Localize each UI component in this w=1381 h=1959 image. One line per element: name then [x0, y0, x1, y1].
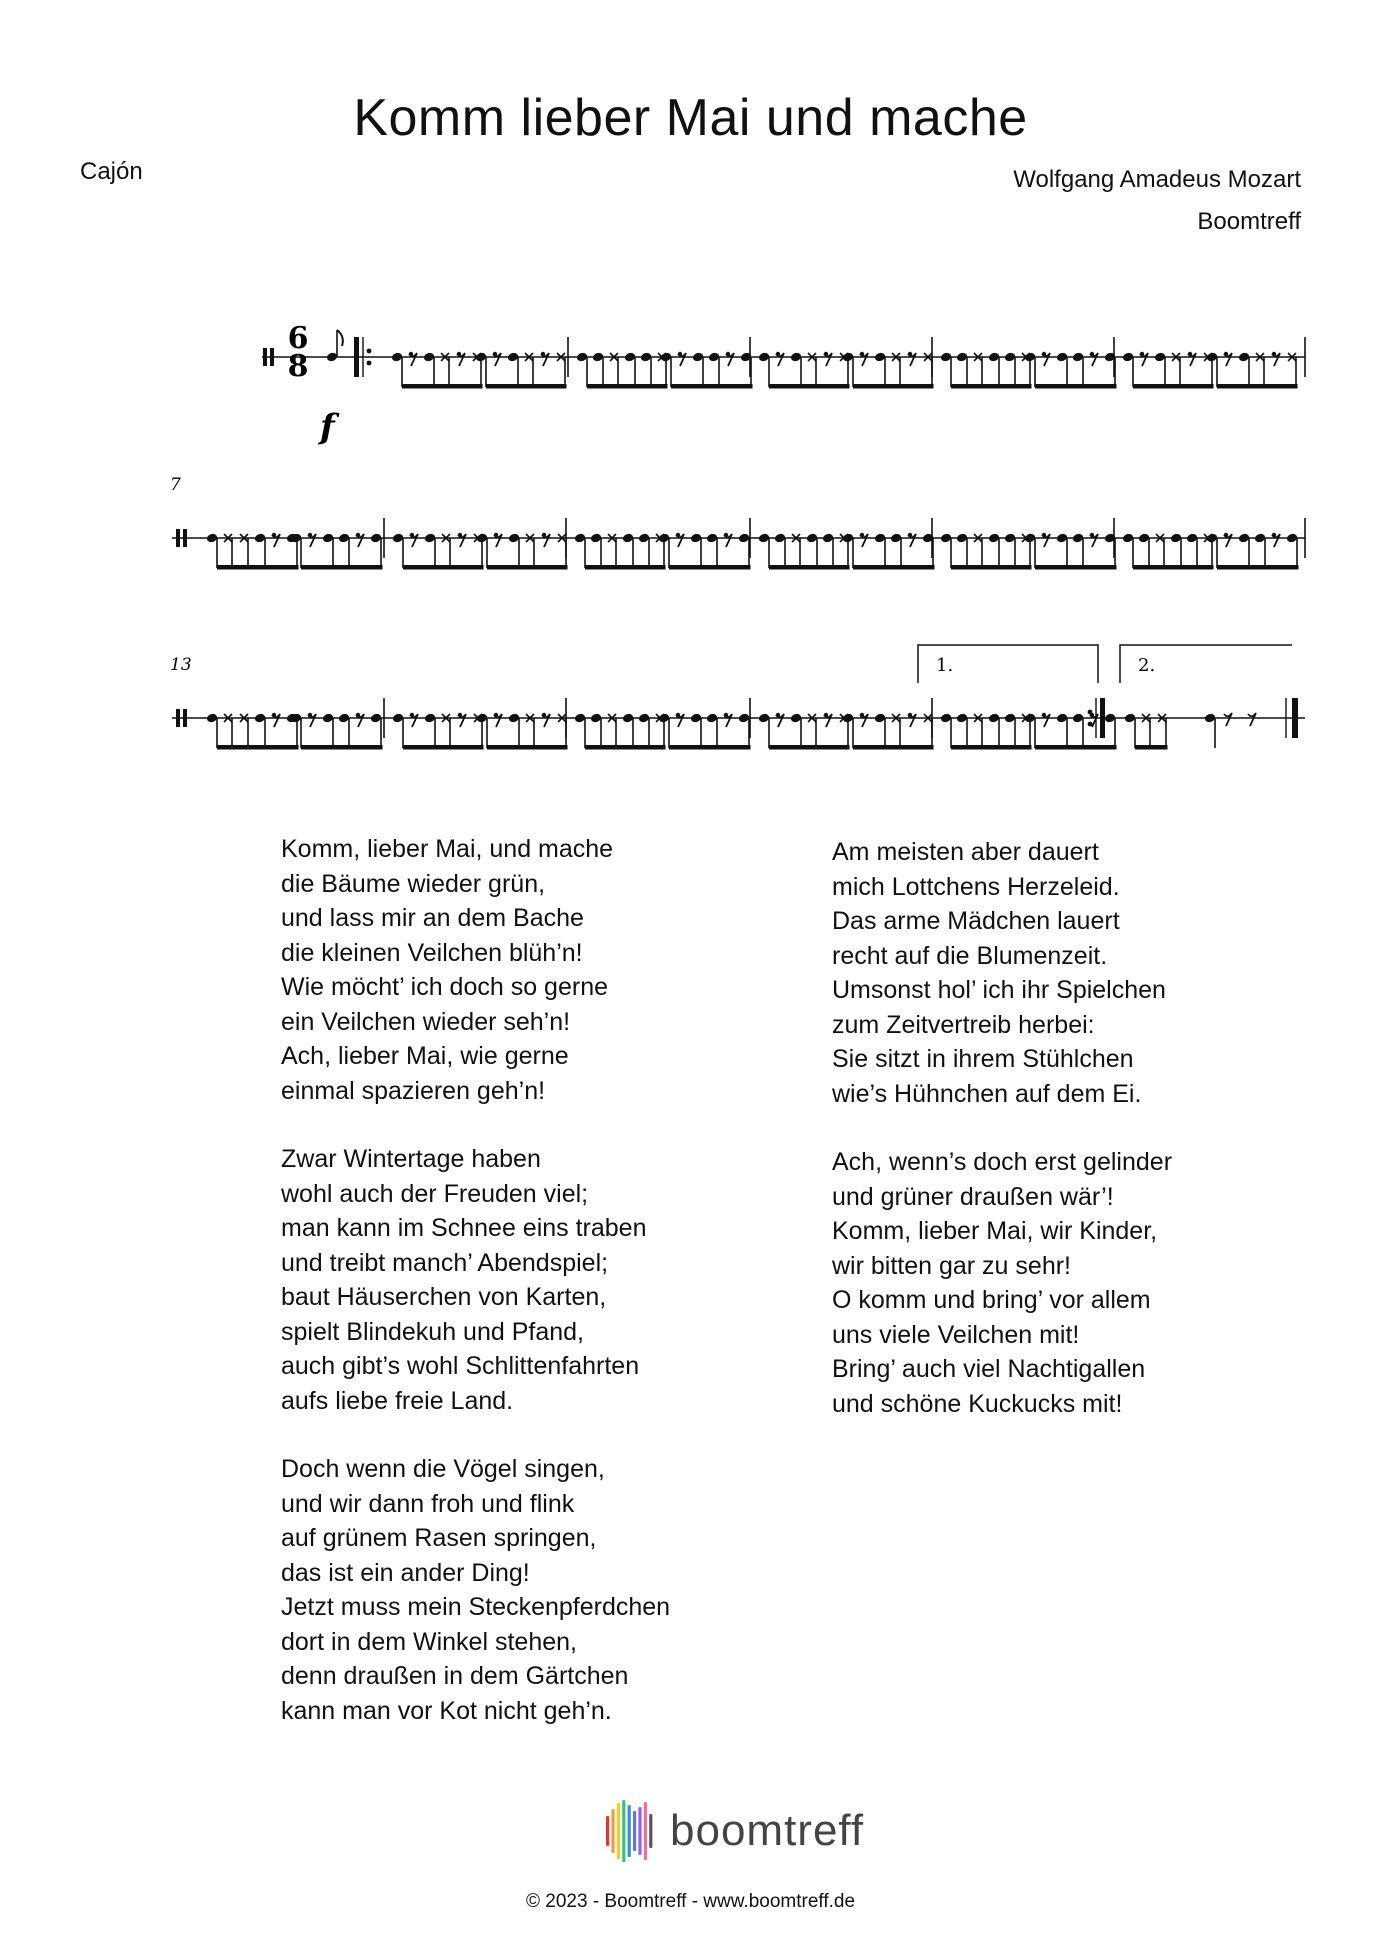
logo-bar: [644, 1802, 647, 1860]
measure-number-7: 7: [170, 475, 181, 495]
beam: [1133, 384, 1214, 389]
staff-system-2: [172, 518, 1305, 570]
eighth-rest: [1224, 713, 1232, 726]
volta-1-label: 1.: [936, 655, 954, 676]
beam: [301, 565, 383, 570]
lyrics-column-right: [832, 835, 1172, 1455]
logo-bar: [611, 1809, 614, 1853]
percussion-clef: [176, 709, 180, 727]
beam: [487, 565, 568, 570]
lyrics-stanza-3: Doch wenn die Vögel singen, und wir dann froh und flink auf grünem Rasen springen, das ist ein ander Ding! Jetzt muss mein Steckenpferdchen dort in dem Winkel stehen, denn draußen in dem Gärtchen kann man vor Kot nicht geh’n.: [281, 1455, 671, 1725]
beam: [853, 565, 935, 570]
beam: [487, 745, 568, 750]
beam: [951, 745, 1032, 750]
volta-2-label: 2.: [1138, 655, 1156, 676]
repeat-end: [1088, 710, 1093, 715]
eighth-rest: [1248, 713, 1256, 726]
beam: [669, 745, 751, 750]
beam: [587, 384, 668, 389]
logo-text: boomtreff: [670, 1806, 865, 1855]
beam: [671, 384, 753, 389]
beam: [1035, 384, 1117, 389]
beam: [301, 745, 383, 750]
time-signature-top: 6: [287, 321, 309, 356]
beam: [853, 384, 934, 389]
beam: [217, 745, 299, 750]
logo-bar: [606, 1816, 609, 1846]
time-signature-bottom: 8: [287, 349, 309, 384]
arranger-name: Boomtreff: [1197, 208, 1301, 235]
beam: [402, 384, 483, 389]
beam: [1217, 565, 1299, 570]
beam: [1135, 745, 1168, 750]
staff-system-3: [172, 645, 1305, 750]
composer-name: Wolfgang Amadeus Mozart: [1013, 166, 1301, 193]
song-title: Komm lieber Mai und mache: [353, 89, 1028, 147]
beam: [951, 565, 1032, 570]
beam: [1035, 745, 1117, 750]
logo-bar: [628, 1805, 631, 1857]
sheet-music-score: [0, 300, 1381, 780]
measure-number-13: 13: [170, 655, 192, 675]
logo-bar: [633, 1811, 636, 1851]
staff-system-1: [262, 330, 1305, 389]
dynamic-forte: f: [320, 407, 335, 447]
percussion-clef: [263, 348, 267, 366]
beam: [403, 565, 484, 570]
beam: [669, 565, 751, 570]
logo-bar: [617, 1803, 620, 1859]
logo-bar: [638, 1807, 641, 1855]
repeat-start: [354, 337, 359, 377]
beam: [769, 384, 850, 389]
lyrics-stanza-5: Ach, wenn’s doch erst gelinder und grüner draußen wär’! Komm, lieber Mai, wir Kinder, wir bitten gar zu sehr! O komm und bring’ vor allem uns viele Veilchen mit! Bring’ auch viel Nachtigallen und schöne Kuckucks mit!: [832, 1148, 1173, 1418]
percussion-clef: [176, 529, 180, 547]
beam: [1133, 565, 1214, 570]
beam: [217, 565, 299, 570]
beam: [1217, 384, 1298, 389]
lyrics-stanza-1: Komm, lieber Mai, und mache die Bäume wieder grün, und lass mir an dem Bache die kleinen Veilchen blüh’n! Wie möcht’ ich doch so gerne ein Veilchen wieder seh’n! Ach, lieber Mai, wie gerne einmal spazieren geh’n!: [281, 835, 614, 1105]
footer-copyright: © 2023 - Boomtreff - www.boomtreff.de: [525, 1891, 856, 1912]
lyrics-stanza-4: Am meisten aber dauert mich Lottchens Herzeleid. Das arme Mädchen lauert recht auf die Blumenzeit. Umsonst hol’ ich ihr Spielchen zum Zeitvertreib herbei: Sie sitzt in ihrem Stühlchen wie’s Hühnchen auf dem Ei.: [832, 838, 1166, 1108]
beam: [585, 745, 666, 750]
logo-bar: [649, 1814, 652, 1848]
beam: [951, 384, 1032, 389]
beam: [585, 565, 666, 570]
logo-bars-icon: [604, 1798, 656, 1864]
beam: [486, 384, 567, 389]
lyrics-stanza-2: Zwar Wintertage haben wohl auch der Freuden viel; man kann im Schnee eins traben und treibt manch’ Abendspiel; baut Häuserchen von Karten, spielt Blindekuh und Pfand, auch gibt’s wohl Schlittenfahrten aufs liebe freie Land.: [281, 1145, 647, 1415]
beam: [769, 745, 850, 750]
beam: [853, 745, 934, 750]
beam: [769, 565, 850, 570]
beam: [1035, 565, 1117, 570]
lyrics-column-left: [281, 832, 670, 1762]
instrument-label: Cajón: [80, 158, 143, 185]
boomtreff-logo: [604, 1798, 864, 1864]
beam: [403, 745, 484, 750]
logo-bar: [622, 1800, 625, 1862]
